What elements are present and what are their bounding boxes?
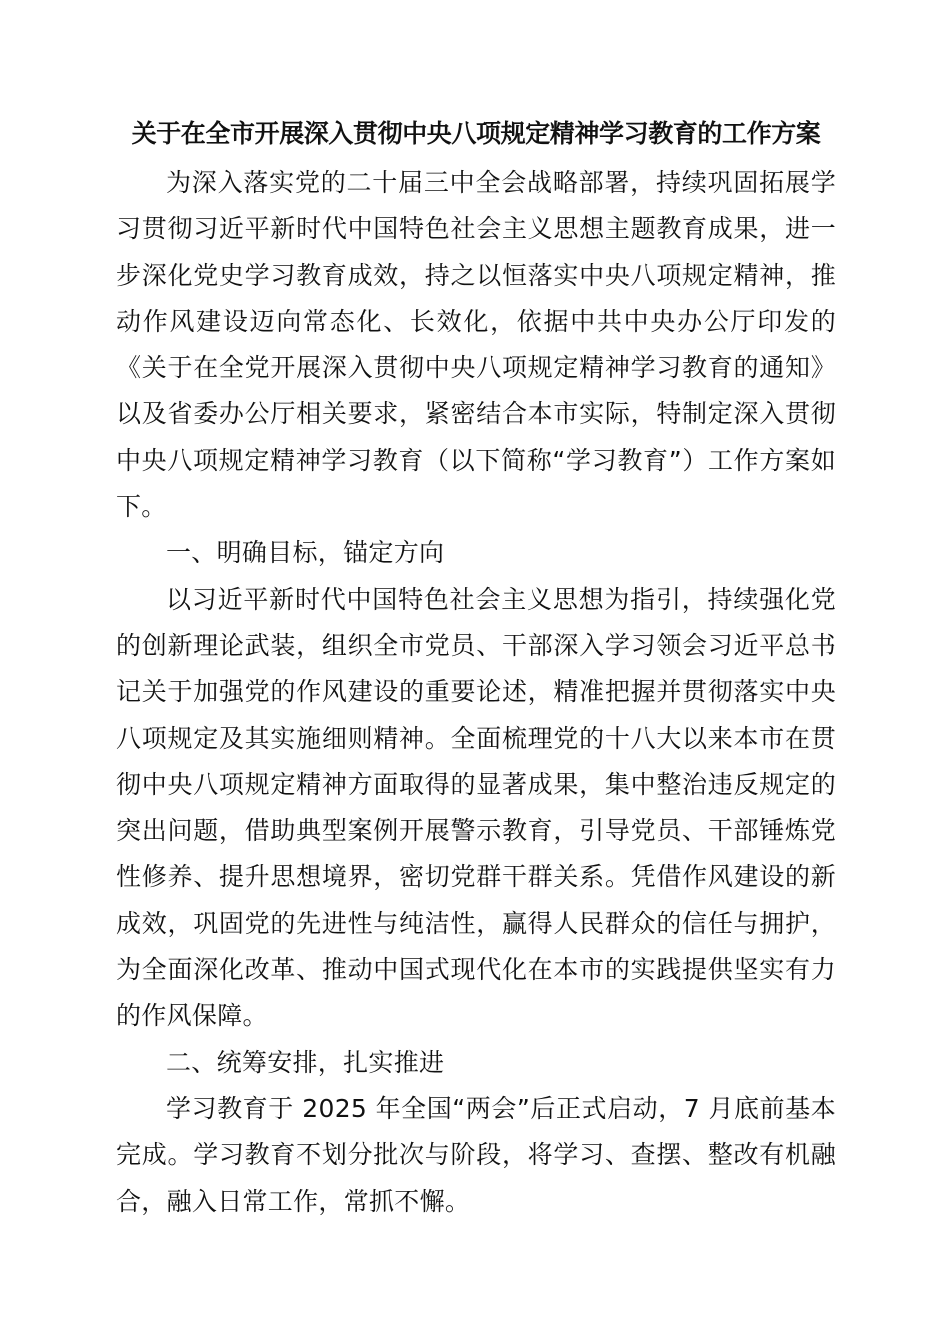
document-page: [116, 112, 836, 1225]
section-body-1: 以习近平新时代中国特色社会主义思想为指引，持续强化党的创新理论武装，组织全市党员、干部深入学习领会习近平总书记关于加强党的作风建设的重要论述，精准把握并贯彻落实中央八项规定及其实施细则精神。全面梳理党的十八大以来本市在贯彻中央八项规定精神方面取得的显著成果，集中整治违反规定的突出问题，借助典型案例开展警示教育，引导党员、干部锤炼党性修养、提升思想境界，密切党群干群关系。凭借作风建设的新成效，巩固党的先进性与纯洁性，赢得人民群众的信任与拥护，为全面深化改革、推动中国式现代化在本市的实践提供坚实有力的作风保障。: [116, 584, 836, 1031]
section-heading-2: 二、统筹安排，扎实推进: [166, 1047, 445, 1077]
section-heading-1: 一、明确目标，锚定方向: [166, 538, 445, 568]
document-title: 关于在全市开展深入贯彻中央八项规定精神学习教育的工作方案: [131, 119, 821, 148]
intro-paragraph: 为深入落实党的二十届三中全会战略部署，持续巩固拓展学习贯彻习近平新时代中国特色社会主义思想主题教育成果，进一步深化党史学习教育成效，持之以恒落实中央八项规定精神，推动作风建设迈向常态化、长效化，依据中共中央办公厅印发的《关于在全党开展深入贯彻中央八项规定精神学习教育的通知》以及省委办公厅相关要求，紧密结合本市实际，特制定深入贯彻中央八项规定精神学习教育（以下简称“学习教育”）工作方案如下。: [116, 168, 836, 522]
section-body-2: 学习教育于 2025 年全国“两会”后正式启动，7 月底前基本完成。学习教育不划分批次与阶段，将学习、查摆、整改有机融合，融入日常工作，常抓不懈。: [116, 1093, 836, 1216]
